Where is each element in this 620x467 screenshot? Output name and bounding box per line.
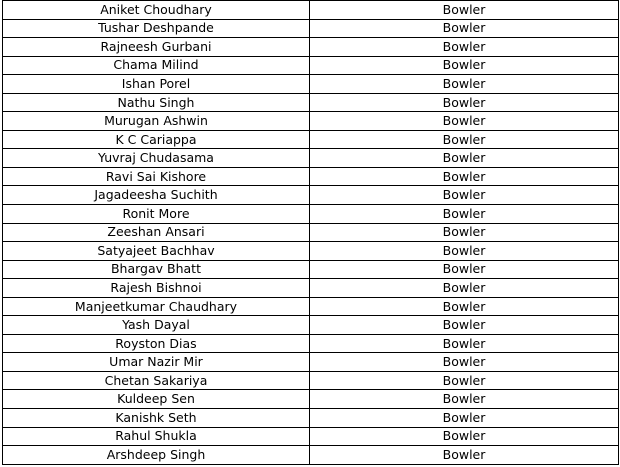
table-row — [3, 279, 619, 298]
player-role-cell: Bowler — [310, 279, 619, 298]
table-row — [3, 446, 619, 465]
player-name-cell: Bhargav Bhatt — [3, 260, 310, 279]
player-name-cell: Kuldeep Sen — [3, 390, 310, 409]
player-role-cell: Bowler — [310, 130, 619, 149]
player-role-cell: Bowler — [310, 409, 619, 428]
player-role-cell: Bowler — [310, 56, 619, 75]
player-role-cell: Bowler — [310, 93, 619, 112]
table-row — [3, 167, 619, 186]
table-row — [3, 316, 619, 335]
player-role-cell: Bowler — [310, 1, 619, 20]
table-row — [3, 297, 619, 316]
table-row — [3, 93, 619, 112]
table-row — [3, 242, 619, 261]
table-row — [3, 56, 619, 75]
player-name-cell: Aniket Choudhary — [3, 1, 310, 20]
table-row — [3, 75, 619, 94]
player-name-cell: Yash Dayal — [3, 316, 310, 335]
table-row — [3, 223, 619, 242]
player-name-cell: Yuvraj Chudasama — [3, 149, 310, 168]
table-row — [3, 130, 619, 149]
player-role-cell: Bowler — [310, 427, 619, 446]
player-role-cell: Bowler — [310, 297, 619, 316]
player-role-cell: Bowler — [310, 242, 619, 261]
player-name-cell: Umar Nazir Mir — [3, 353, 310, 372]
player-name-cell: Jagadeesha Suchith — [3, 186, 310, 205]
player-name-cell: Rajesh Bishnoi — [3, 279, 310, 298]
players-table — [2, 0, 619, 465]
player-role-cell: Bowler — [310, 446, 619, 465]
player-name-cell: Ishan Porel — [3, 75, 310, 94]
table-row — [3, 409, 619, 428]
player-role-cell: Bowler — [310, 75, 619, 94]
player-name-cell: Arshdeep Singh — [3, 446, 310, 465]
table-row — [3, 390, 619, 409]
player-name-cell: Royston Dias — [3, 334, 310, 353]
table-row — [3, 19, 619, 38]
player-name-cell: K C Cariappa — [3, 130, 310, 149]
player-name-cell: Chama Milind — [3, 56, 310, 75]
player-role-cell: Bowler — [310, 186, 619, 205]
player-name-cell: Satyajeet Bachhav — [3, 242, 310, 261]
player-role-cell: Bowler — [310, 149, 619, 168]
table-row — [3, 205, 619, 224]
player-role-cell: Bowler — [310, 371, 619, 390]
player-role-cell: Bowler — [310, 260, 619, 279]
player-name-cell: Ravi Sai Kishore — [3, 167, 310, 186]
player-name-cell: Tushar Deshpande — [3, 19, 310, 38]
player-name-cell: Kanishk Seth — [3, 409, 310, 428]
table-row — [3, 38, 619, 57]
player-name-cell: Nathu Singh — [3, 93, 310, 112]
player-name-cell: Ronit More — [3, 205, 310, 224]
player-role-cell: Bowler — [310, 112, 619, 131]
player-role-cell: Bowler — [310, 334, 619, 353]
table-row — [3, 260, 619, 279]
table-row — [3, 371, 619, 390]
player-role-cell: Bowler — [310, 19, 619, 38]
table-row — [3, 1, 619, 20]
table-row — [3, 334, 619, 353]
players-table-body — [3, 1, 619, 465]
table-row — [3, 186, 619, 205]
player-name-cell: Zeeshan Ansari — [3, 223, 310, 242]
player-role-cell: Bowler — [310, 223, 619, 242]
player-role-cell: Bowler — [310, 316, 619, 335]
player-role-cell: Bowler — [310, 353, 619, 372]
table-row — [3, 427, 619, 446]
table-row — [3, 112, 619, 131]
player-name-cell: Manjeetkumar Chaudhary — [3, 297, 310, 316]
player-name-cell: Rahul Shukla — [3, 427, 310, 446]
table-row — [3, 149, 619, 168]
player-role-cell: Bowler — [310, 390, 619, 409]
player-name-cell: Chetan Sakariya — [3, 371, 310, 390]
table-row — [3, 353, 619, 372]
player-role-cell: Bowler — [310, 205, 619, 224]
player-role-cell: Bowler — [310, 38, 619, 57]
player-name-cell: Murugan Ashwin — [3, 112, 310, 131]
player-role-cell: Bowler — [310, 167, 619, 186]
player-name-cell: Rajneesh Gurbani — [3, 38, 310, 57]
